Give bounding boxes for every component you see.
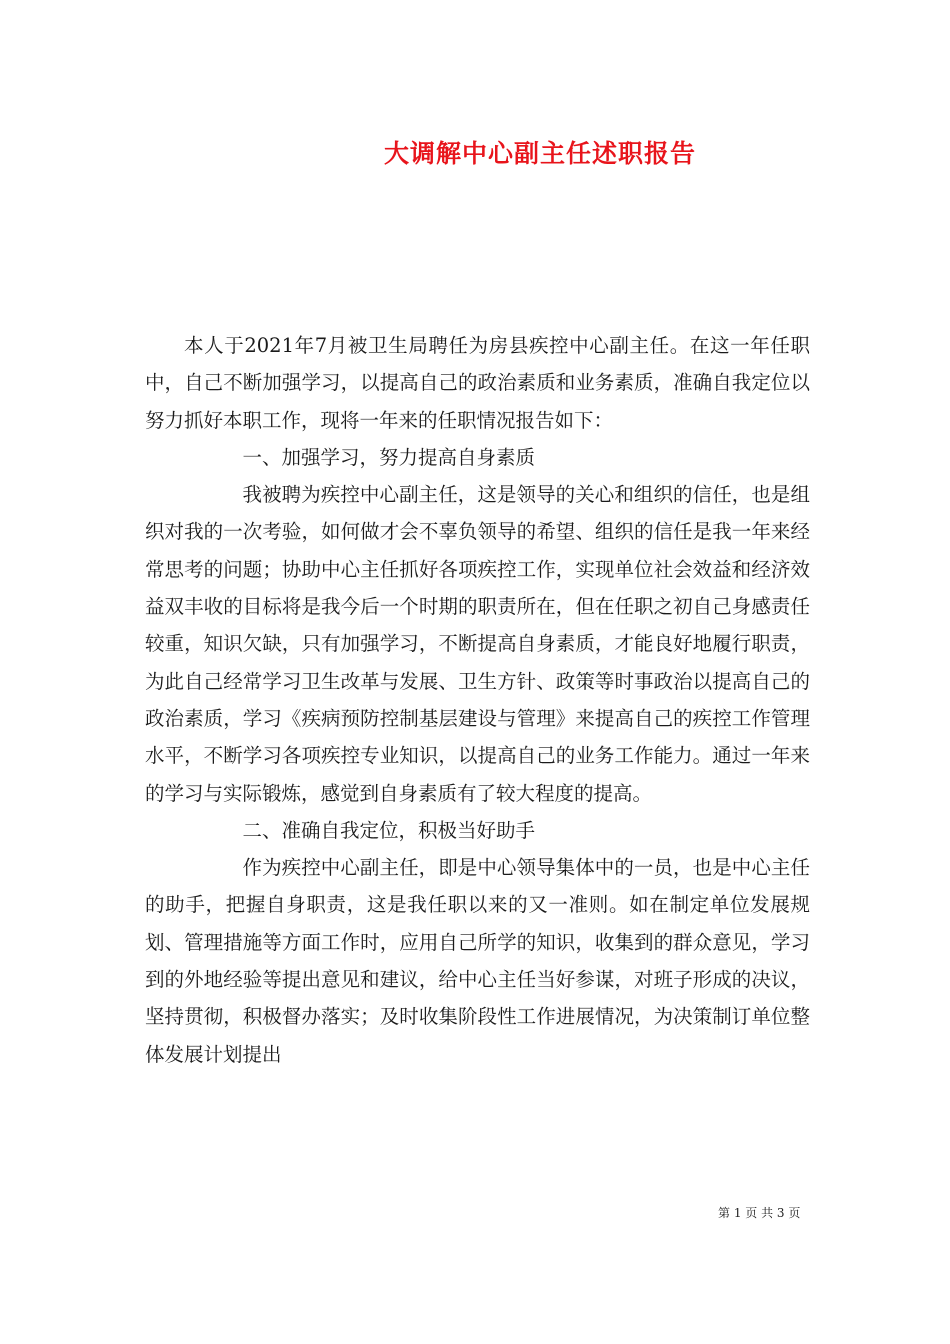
- section-heading-1: 一、加强学习，努力提高自身素质: [242, 445, 536, 469]
- paragraph-intro: 本人于2021年7月被卫生局聘任为房县疾控中心副主任。在这一年任职中，自己不断加强学习，以提高自己的政治素质和业务素质，准确自我定位以努力抓好本职工作，现将一年来的任职情况报告如下：: [145, 334, 810, 432]
- paragraph-section-1: 我被聘为疾控中心副主任，这是领导的关心和组织的信任，也是组织对我的一次考验，如何做才会不辜负领导的希望、组织的信任是我一年来经常思考的问题；协助中心主任抓好各项疾控工作，实现单位社会效益和经济效益双丰收的目标将是我今后一个时期的职责所在，但在任职之初自己身感责任较重，知识欠缺，只有加强学习，不断提高自身素质，才能良好地履行职责，为此自己经常学习卫生改革与发展、卫生方针、政策等时事政治以提高自己的政治素质，学习《疾病预防控制基层建设与管理》来提高自己的疾控工作管理水平，不断学习各项疾控专业知识，以提高自己的业务工作能力。通过一年来的学习与实际锻炼，感觉到自身素质有了较大程度的提高。: [145, 483, 810, 805]
- paragraph-section-2: 作为疾控中心副主任，即是中心领导集体中的一员，也是中心主任的助手，把握自身职责，这是我任职以来的又一准则。如在制定单位发展规划、管理措施等方面工作时，应用自己所学的知识，收集到的群众意见，学习到的外地经验等提出意见和建议，给中心主任当好参谋，对班子形成的决议，坚持贯彻，积极督办落实；及时收集阶段性工作进展情况，为决策制订单位整体发展计划提出: [145, 856, 810, 1066]
- document-body: [145, 327, 810, 1073]
- page-number-footer: 第 1 页 共 3 页: [718, 1206, 801, 1220]
- document-title: 大调解中心副主任述职报告: [383, 139, 696, 168]
- section-heading-2: 二、准确自我定位，积极当好助手: [242, 818, 536, 842]
